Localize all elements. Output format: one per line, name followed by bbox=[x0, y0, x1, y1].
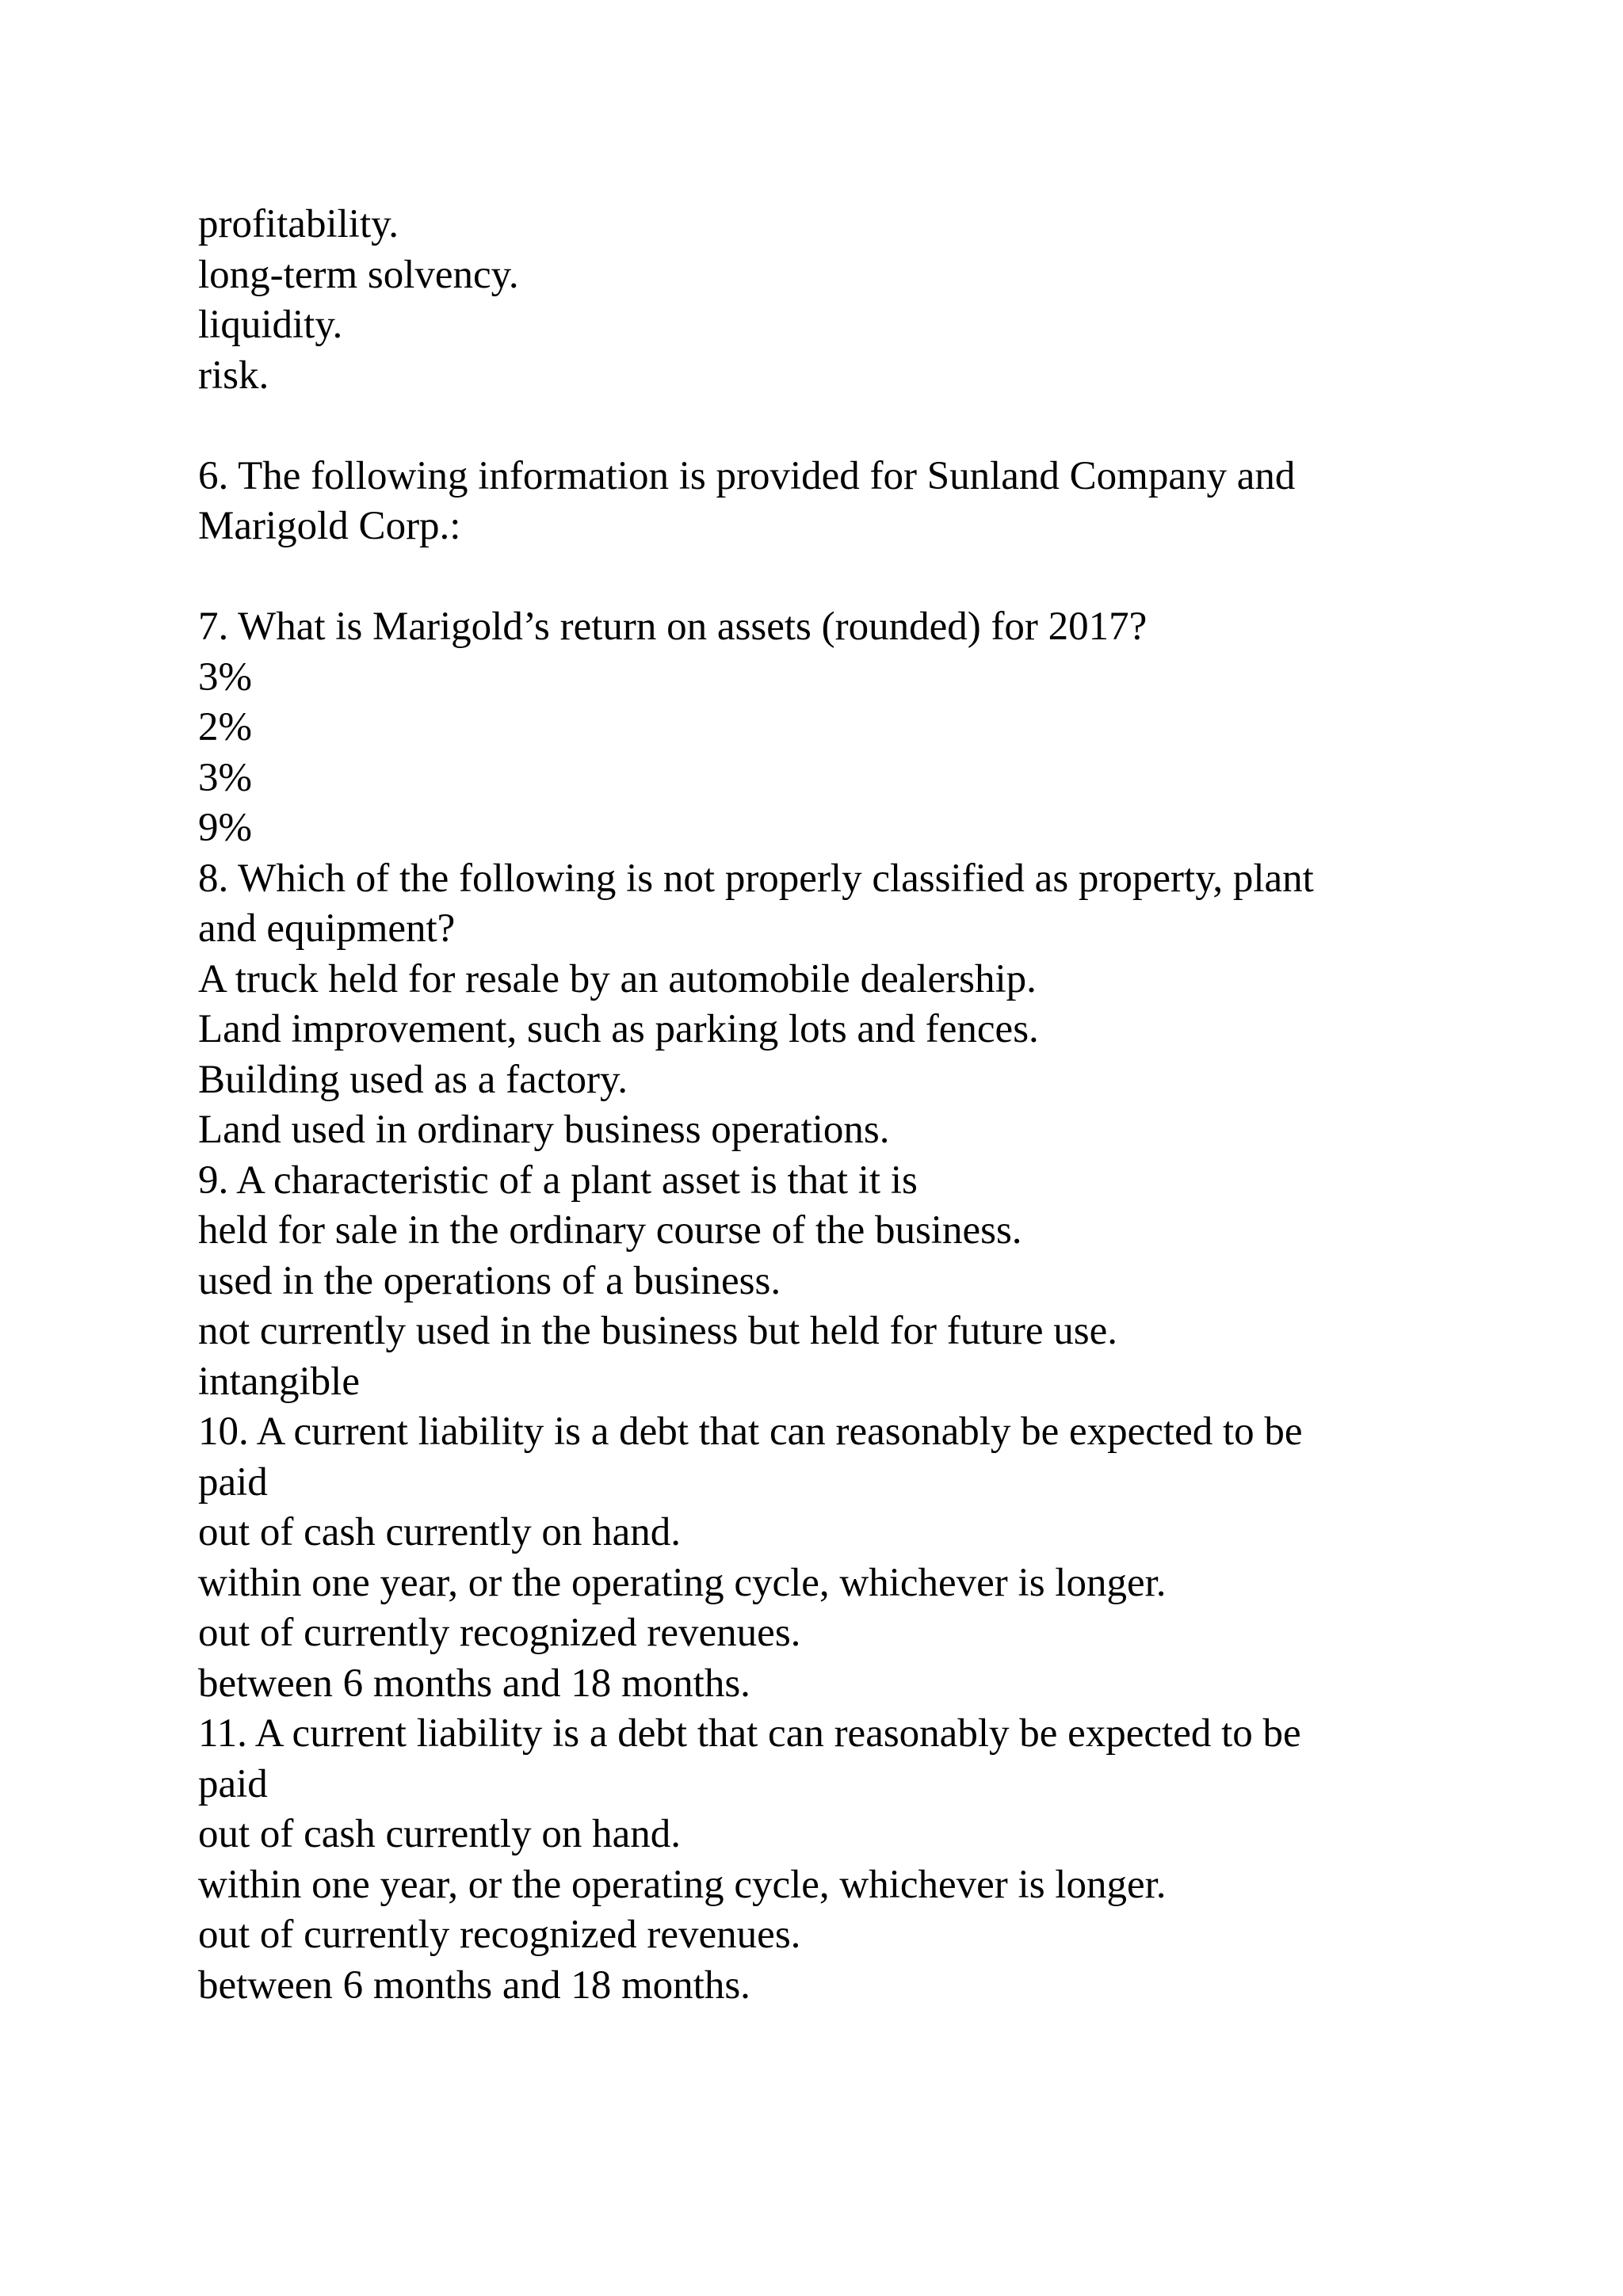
q10-option-a: out of cash currently on hand. bbox=[198, 1510, 681, 1554]
q10-question-line2: paid bbox=[198, 1459, 268, 1505]
q5-option-c: liquidity. bbox=[198, 303, 343, 347]
q9-option-c: not currently used in the business but held for future use. bbox=[198, 1309, 1118, 1353]
q11-question-line2: paid bbox=[198, 1761, 268, 1806]
q7-option-b: 2% bbox=[198, 705, 252, 749]
q8-question-line2: and equipment? bbox=[198, 906, 456, 951]
q5-option-b: long-term solvency. bbox=[198, 252, 519, 297]
q6-text-line1: 6. The following information is provided for Sunland Company and bbox=[198, 453, 1296, 498]
q11-option-a: out of cash currently on hand. bbox=[198, 1812, 681, 1856]
q9-option-d: intangible bbox=[198, 1359, 360, 1404]
q11-option-c: out of currently recognized revenues. bbox=[198, 1913, 801, 1957]
document-body bbox=[198, 200, 1498, 2011]
q5-option-d: risk. bbox=[198, 353, 269, 398]
q9-option-a: held for sale in the ordinary course of the business. bbox=[198, 1208, 1022, 1253]
spacer bbox=[198, 552, 1498, 603]
q11-option-d: between 6 months and 18 months. bbox=[198, 1962, 750, 2008]
q7-option-c: 3% bbox=[198, 755, 252, 800]
q9-option-b: used in the operations of a business. bbox=[198, 1258, 781, 1303]
q10-option-d: between 6 months and 18 months. bbox=[198, 1661, 750, 1706]
q11-option-b: within one year, or the operating cycle, whichever is longer. bbox=[198, 1862, 1167, 1907]
q10-option-c: out of currently recognized revenues. bbox=[198, 1611, 801, 1655]
spacer bbox=[198, 401, 1498, 452]
q5-option-a: profitability. bbox=[198, 202, 399, 246]
q8-option-a: A truck held for resale by an automobile dealership. bbox=[198, 956, 1037, 1001]
q10-question-line1: 10. A current liability is a debt that can reasonably be expected to be bbox=[198, 1409, 1303, 1454]
q8-option-d: Land used in ordinary business operations. bbox=[198, 1108, 890, 1152]
q7-question: 7. What is Marigold’s return on assets (rounded) for 2017? bbox=[198, 605, 1148, 649]
q6-text-line2: Marigold Corp.: bbox=[198, 504, 461, 548]
q7-option-a: 3% bbox=[198, 654, 252, 700]
q10-option-b: within one year, or the operating cycle, whichever is longer. bbox=[198, 1560, 1167, 1605]
q8-option-b: Land improvement, such as parking lots and fences. bbox=[198, 1007, 1039, 1051]
q11-question-line1: 11. A current liability is a debt that can reasonably be expected to be bbox=[198, 1711, 1301, 1756]
q9-question: 9. A characteristic of a plant asset is that it is bbox=[198, 1158, 918, 1203]
q7-option-d: 9% bbox=[198, 806, 252, 850]
q8-option-c: Building used as a factory. bbox=[198, 1057, 628, 1102]
q8-question-line1: 8. Which of the following is not properly classified as property, plant bbox=[198, 856, 1314, 901]
